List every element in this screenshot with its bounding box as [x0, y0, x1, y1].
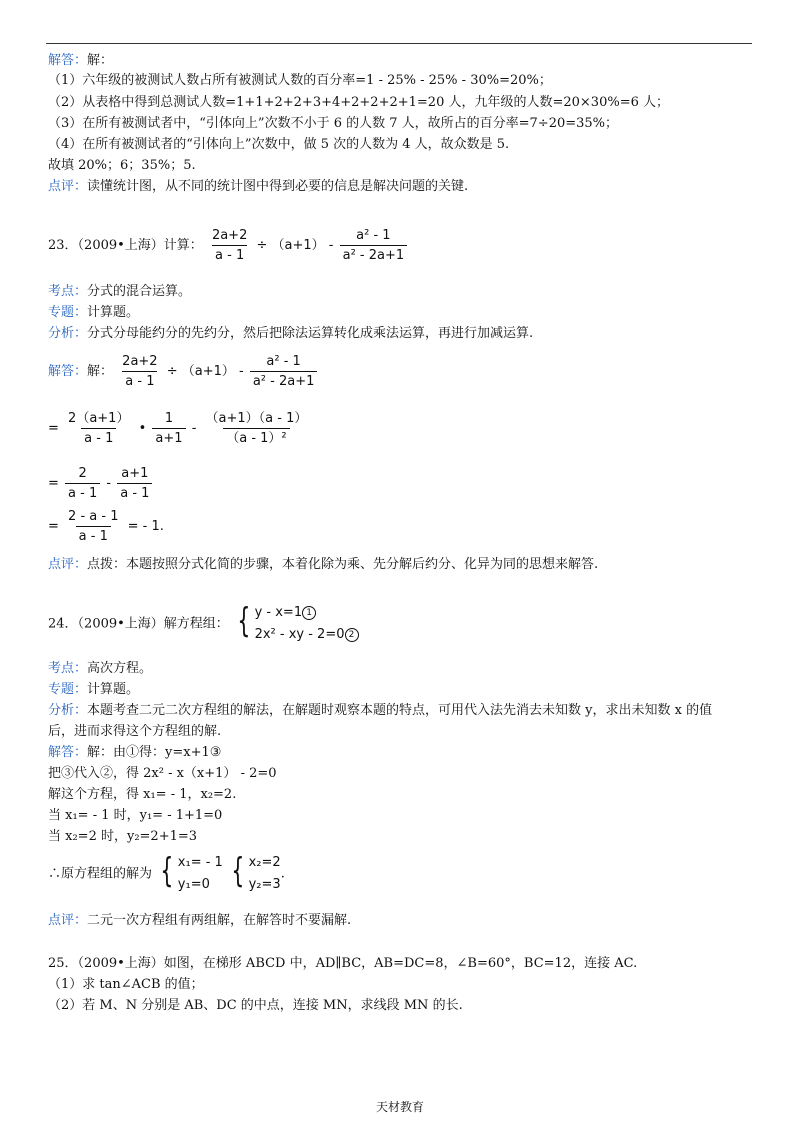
answer-label: 解答：	[48, 53, 88, 68]
answer-jie: 解：	[87, 53, 114, 68]
header-rule	[46, 43, 752, 44]
p23-kaodian: 考点：分式的混合运算。	[48, 284, 192, 299]
question-prefix: 23．（2009•上海）计算：	[48, 238, 203, 253]
fraction: $\frac{(a+1)(a - 1)}{\text{（a - 1）²}}$	[205, 411, 308, 446]
p22-line-5: 故填 20%；6；35%；5.	[48, 158, 196, 173]
p24-answer-3: 解这个方程，得 x₁= - 1，x₂=2.	[48, 787, 237, 802]
p24-answer-2: 把③代入②，得 2x² - x（x+1） - 2=0	[48, 766, 277, 781]
fraction: $\frac{1}{a+1}$	[152, 410, 185, 447]
p23-step-1: = $\frac{2(a+1)}{a - 1}$ • $\frac{1}{a+1}$ - $\frac{(a+1)(a - 1)}{\text{（a - 1）²}}$	[48, 410, 312, 447]
p23-question	[48, 227, 409, 264]
fraction: $\frac{2a+2}{a - 1}$	[211, 228, 248, 263]
fraction: $\frac{a+1}{a - 1}$	[117, 465, 152, 502]
fraction: $\frac{\text{a² - 1}}{\text{a² - 2a+1}}$	[250, 353, 318, 390]
equation-system: { y - x=1 1 2x² - xy - 2=0 2	[233, 602, 359, 646]
p24-answer-1: 解答：解：由①得：y=x+1③	[48, 745, 222, 760]
p24-kaodian: 考点：高次方程。	[48, 661, 153, 676]
p22-line-3: （3）在所有被测试者中，“引体向上”次数不小于 6 的人数 7 人，故所占的百分率=7÷20=35%；	[48, 116, 619, 131]
solution-set-2: { x₂=2 y₂=3	[231, 851, 281, 892]
p25-part-2: （2）若 M、N 分别是 AB、DC 的中点，连接 MN，求线段 MN 的长.	[48, 998, 463, 1013]
fraction: $\frac{\text{a² - 1}}{\text{a² - 2a+1}}$	[340, 227, 408, 264]
p24-fenxi: 分析：本题考查二元二次方程组的解法，在解题时观察本题的特点，可用代入法先消去未知数 y，求出未知数 x 的值	[48, 703, 713, 718]
p22-answer-heading	[48, 52, 113, 70]
p24-zhuanti: 专题：计算题。	[48, 682, 140, 697]
p24-solution: ∴原方程组的解为 { x₁= - 1 y₁=0 { x₂=2 y₂=3 .	[48, 852, 285, 896]
p23-zhuanti: 专题：计算题。	[48, 305, 140, 320]
fraction: $\frac{2(a+1)}{a - 1}$	[68, 411, 130, 446]
p22-line-4: （4）在所有被测试者的“引体向上”次数中，做 5 次的人数为 4 人，故众数是 5.	[48, 137, 510, 152]
page-footer: 天材教育	[375, 1100, 424, 1114]
p25-part-1: （1）求 tan∠ACB 的值；	[48, 977, 204, 992]
p25-question: 25．（2009•上海）如图，在梯形 ABCD 中，AD∥BC，AB=DC=8，∠B=60°，BC=12，连接 AC.	[48, 956, 638, 971]
p22-line-1: （1）六年级的被测试人数占所有被测试人数的百分率=1 - 25% - 25% - 30%=20%；	[48, 73, 552, 88]
p22-comment	[48, 178, 468, 196]
circled-number: 1	[302, 606, 316, 620]
p24-question: 24．（2009•上海）解方程组： { y - x=1 1 2x² - xy - 2=0 2	[48, 602, 359, 646]
comment-label: 点评：	[48, 179, 88, 194]
operator: ÷ （a+1） -	[256, 238, 334, 253]
p24-answer-5: 当 x₂=2 时，y₂=2+1=3	[48, 829, 198, 844]
p23-step-2: = $\frac{2}{a - 1}$ - $\frac{a+1}{a - 1}$	[48, 465, 154, 502]
p22-line-2: （2）从表格中得到总测试人数=1+1+2+2+3+4+2+2+2+1=20 人，九年级的人数=20×30%=6 人；	[48, 95, 669, 110]
p23-answer: 解答：解： $\frac{2a+2}{a - 1}$ ÷ （a+1） - $\frac{\text{a² - 1}}{\text{a² - 2a+1}}$	[48, 353, 319, 390]
fraction: $\frac{2a+2}{a - 1}$	[122, 354, 158, 389]
fraction: $\frac{2}{a - 1}$	[65, 465, 100, 502]
p23-fenxi: 分析：分式分母能约分的先约分，然后把除法运算转化成乘法运算，再进行加减运算.	[48, 326, 534, 341]
p23-step-3: = $\frac{2 - a - 1}{a - 1}$ = - 1.	[48, 509, 164, 544]
p24-fenxi-cont: 后，进而求得这个方程组的解.	[48, 724, 222, 739]
fraction: $\frac{2 - a - 1}{a - 1}$	[68, 509, 119, 544]
comment-text: 读懂统计图，从不同的统计图中得到必要的信息是解决问题的关键.	[87, 179, 469, 194]
p23-comment: 点评：点拨：本题按照分式化简的步骤，本着化除为乘、先分解后约分、化异为同的思想来解答.	[48, 557, 599, 572]
p24-comment: 点评：二元一次方程组有两组解，在解答时不要漏解.	[48, 913, 352, 928]
solution-set-1: { x₁= - 1 y₁=0	[160, 851, 223, 892]
circled-number: 2	[345, 628, 359, 642]
p24-answer-4: 当 x₁= - 1 时，y₁= - 1+1=0	[48, 808, 223, 823]
